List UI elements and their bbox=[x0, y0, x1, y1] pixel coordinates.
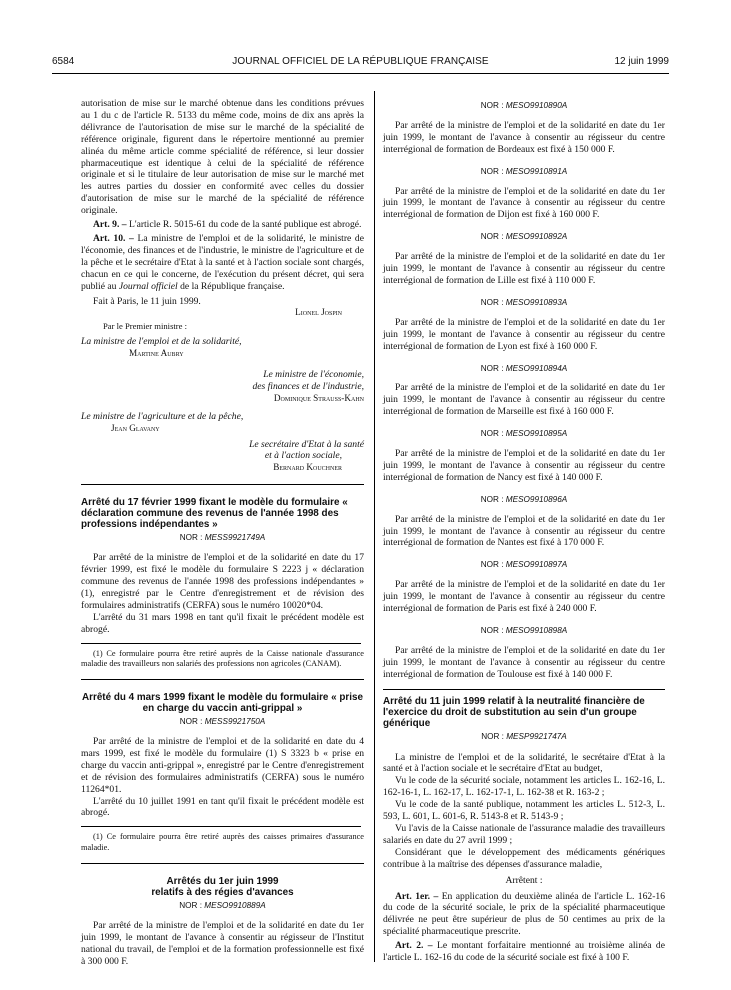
signatory-name: Martine Aubry bbox=[129, 348, 184, 359]
article-text-end: de la République française. bbox=[177, 280, 285, 292]
section-rule bbox=[81, 863, 364, 864]
nor-reference: NOR : MESO9910897A bbox=[480, 560, 568, 570]
nor-reference: NOR : MESO9910894A bbox=[480, 363, 568, 373]
arretent: Arrêtent : bbox=[505, 874, 543, 886]
arrete-paragraph: L'arrêté du 10 juillet 1991 en tant qu'il fixait le précédent modèle est abrogé. bbox=[81, 795, 364, 819]
signatory-title: Le ministre de l'agriculture et de la pêche, bbox=[81, 410, 244, 422]
footnote-rule bbox=[81, 643, 361, 644]
nor-reference: NOR : MESS9921750A bbox=[179, 717, 266, 727]
regie-paragraph: Par arrêté de la ministre de l'emploi et de la solidarité en date du 1er juin 1999, le montant de l'avance à consentir au régisseur du centre interrégional de formation de Nantes est fixé à 170 000 F. bbox=[383, 513, 665, 549]
section-rule bbox=[81, 484, 364, 485]
article-2: Art. 2. – Le montant forfaitaire mentionné au troisième alinéa de l'article L. 162-16 du code de la sécurité sociale est fixé à 100 F. bbox=[383, 940, 665, 964]
arrete-title: Arrêtés du 1er juin 1999 bbox=[166, 875, 279, 887]
nor-reference: NOR : MESO9910891A bbox=[480, 166, 568, 176]
regie-paragraph: Par arrêté de la ministre de l'emploi et de la solidarité en date du 1er juin 1999, le montant de l'avance à consentir au régisseur du centre interrégional de formation de Paris est fixé à 240 000 F. bbox=[383, 579, 665, 615]
journal-reference: Journal officiel bbox=[118, 280, 178, 292]
by-prime-minister: Par le Premier ministre : bbox=[103, 321, 188, 332]
arrete-paragraph: Vu l'avis de la Caisse nationale de l'assurance maladie des travailleurs salariés en date du 27 avril 1999 ; bbox=[383, 822, 665, 846]
page-header bbox=[52, 56, 669, 70]
article-label: Art. 10. – bbox=[93, 232, 134, 244]
arrete-paragraph: Vu le code de la sécurité sociale, notamment les articles L. 162-16, L. 162-16-1, L. 162-17, L. 162-17-1, L. 162-38 et R. 163-2 ; bbox=[383, 775, 665, 799]
nor-reference: NOR : MESO9910889A bbox=[179, 900, 266, 910]
journal-title: JOURNAL OFFICIEL DE LA RÉPUBLIQUE FRANÇAISE bbox=[232, 56, 489, 67]
signature-prime-minister: Lionel Jospin bbox=[295, 307, 342, 318]
nor-reference: NOR : MESP9921747A bbox=[481, 731, 567, 741]
section-rule bbox=[383, 689, 665, 690]
regie-paragraph: Par arrêté de la ministre de l'emploi et de la solidarité en date du 1er juin 1999, le montant de l'avance à consentir au régisseur du centre interrégional de formation de Bordeaux est fixé à 150 000 F. bbox=[383, 119, 665, 155]
regie-paragraph: Par arrêté de la ministre de l'emploi et de la solidarité en date du 1er juin 1999, le montant de l'avance à consentir au régisseur du centre interrégional de formation de Lyon est fixé à 160 000 F. bbox=[383, 316, 665, 352]
footnote: (1) Ce formulaire pourra être retiré auprès des caisses primaires d'assurance maladie. bbox=[81, 832, 364, 852]
nor-reference: NOR : MESO9910898A bbox=[480, 626, 568, 635]
arrete-paragraph: Par arrêté de la ministre de l'emploi et de la solidarité en date du 4 mars 1999, est fixé le modèle du formulaire (1) S 3323 b « prise en charge du vaccin anti-grippal », enregistré par le Centre d'enregistrement et de révision des formulaires administratifs (CERFA) sous le numéro 11264*01. bbox=[81, 736, 364, 795]
nor-reference: NOR : MESS9921749A bbox=[179, 533, 266, 543]
signatory-title: La ministre de l'emploi et de la solidarité, bbox=[81, 336, 242, 348]
arrete-title: Arrêté du 4 mars 1999 fixant le modèle du formulaire « prise en charge du vaccin anti-grippal » bbox=[82, 692, 363, 715]
nor-reference: NOR : MESO9910890A bbox=[480, 101, 568, 110]
signature-date: Fait à Paris, le 11 juin 1999. bbox=[93, 295, 201, 307]
nor-reference: NOR : MESO9910893A bbox=[480, 297, 568, 307]
signatory-name: Bernard Kouchner bbox=[273, 462, 342, 473]
signatory-title: Le ministre de l'économie, bbox=[263, 369, 364, 381]
nor-reference: NOR : MESO9910896A bbox=[480, 494, 568, 504]
signatory-title: et à l'action sociale, bbox=[264, 450, 342, 462]
regie-paragraph: Par arrêté de la ministre de l'emploi et de la solidarité en date du 1er juin 1999, le montant de l'avance à consentir au régisseur du centre interrégional de formation de Lille est fixé à 110 000 F. bbox=[383, 251, 665, 286]
arrete-paragraph: Considérant que le développement des médicaments génériques contribue à la maîtrise des dépenses d'assurance maladie, bbox=[383, 846, 665, 870]
arrete-paragraph: Par arrêté de la ministre de l'emploi et de la solidarité en date du 17 février 1999, est fixé le modèle du formulaire S 2223 j « déclaration commune des revenus de l'année 1998 des professions indépendantes » (1), enregistré par le Centre d'enregistrement et de révision des formulaires administratifs (CERFA) sous le numéro 10020*04. bbox=[81, 552, 364, 611]
signatory-title: des finances et de l'industrie, bbox=[252, 380, 364, 392]
arrete-paragraph: L'arrêté du 31 mars 1998 en tant qu'il fixait le précédent modèle est abrogé. bbox=[81, 611, 364, 635]
page-number: 6584 bbox=[52, 56, 75, 67]
arrete-paragraph: Vu le code de la santé publique, notamment les articles L. 512-3, L. 593, L. 601, L. 601-6, R. 5143-8 et R. 5143-9 ; bbox=[383, 799, 665, 823]
column-divider bbox=[374, 91, 375, 962]
section-rule bbox=[81, 679, 364, 680]
arrete-title: Arrêté du 17 février 1999 fixant le modèle du formulaire « déclaration commune des revenus de l'année 1998 des professions indépendantes » bbox=[81, 497, 348, 531]
left-column bbox=[81, 98, 364, 968]
regie-paragraph: Par arrêté de la ministre de l'emploi et de la solidarité en date du 1er juin 1999, le montant de l'avance à consentir au régisseur du centre interrégional de formation de Toulouse est fixé à 140 000 F. bbox=[383, 644, 665, 680]
nor-reference: NOR : MESO9910892A bbox=[480, 232, 568, 242]
article-text: L'article R. 5015-61 du code de la santé publique est abrogé. bbox=[126, 219, 362, 231]
regie-paragraph: Par arrêté de la ministre de l'emploi et de la solidarité en date du 1er juin 1999, le montant de l'avance à consentir au régisseur du centre interrégional de formation de Dijon est fixé à 160 000 F. bbox=[383, 185, 665, 221]
arrete-paragraph: La ministre de l'emploi et de la solidarité, le secrétaire d'Etat à la santé et à l'action sociale et le secrétaire d'Etat au budget, bbox=[383, 751, 665, 775]
regies-list bbox=[383, 100, 665, 681]
regie-paragraph: Par arrêté de la ministre de l'emploi et de la solidarité en date du 1er juin 1999, le montant de l'avance à consentir au régisseur du centre interrégional de formation de Marseille est fixé à 160 000 F. bbox=[383, 382, 665, 418]
footnote-rule bbox=[81, 826, 361, 827]
issue-date: 12 juin 1999 bbox=[614, 56, 669, 67]
article-10 bbox=[81, 233, 364, 293]
right-column bbox=[383, 100, 665, 964]
article-9 bbox=[81, 219, 364, 231]
signatory-title: Le secrétaire d'Etat à la santé bbox=[249, 438, 364, 450]
arrete-paragraph: Par arrêté de la ministre de l'emploi et de la solidarité en date du 1er juin 1999, le montant de l'avance à consentir au régisseur de l'Institut national du travail, de l'emploi et de la formation professionnelle est fixé à 300 000 F. bbox=[81, 919, 364, 967]
signatory-name: Jean Glavany bbox=[111, 422, 160, 433]
article-1: Art. 1er. – En application du deuxième alinéa de l'article L. 162-16 du code de la sécurité sociale, le prix de la spécialité pharmaceutique délivrée ne peut être supérieur de plus de 50 centimes au prix de la spécialité pharmaceutique prescrite. bbox=[383, 890, 665, 938]
article-label: Art. 9. – bbox=[93, 219, 127, 231]
footnote: (1) Ce formulaire pourra être retiré auprès de la Caisse nationale d'assurance maladie des travailleurs non salariés des professions non agricoles (CANAM). bbox=[81, 648, 364, 668]
decree-continuation: autorisation de mise sur le marché obtenue dans les conditions prévues au 1 du c de l'article R. 5133 du même code, moins de dix ans après la délivrance de l'autorisation de mise sur le marché de la spécialité de référence originale, figurent dans le répertoire mentionné au premier alinéa du même article comme spécialité de référence, si leur dossier pharmaceutique est identique à celui de la spécialité de référence originale et si le titulaire de leur autorisation de mise sur le marché met les autres parties du dossier en conformité avec celles du dossier d'autorisation de mise sur le marché de la spécialité de référence originale. bbox=[81, 98, 364, 217]
signatory-name: Dominique Strauss-Kahn bbox=[273, 392, 364, 403]
arrete-title: relatifs à des régies d'avances bbox=[151, 886, 294, 898]
header-rule bbox=[52, 73, 669, 74]
arrete-title: Arrêté du 11 juin 1999 relatif à la neutralité financière de l'exercice du droit de substitution au sein d'un groupe générique bbox=[383, 695, 645, 729]
nor-reference: NOR : MESO9910895A bbox=[480, 429, 568, 439]
regie-paragraph: Par arrêté de la ministre de l'emploi et de la solidarité en date du 1er juin 1999, le montant de l'avance à consentir au régisseur du centre interrégional de formation de Nancy est fixé à 140 000 F. bbox=[383, 448, 665, 483]
article-text: La ministre de l'emploi et de la solidarité, le ministre de l'économie, des finances et de l'industrie, le ministre de l'agriculture et de la pêche et le secrétaire d'Etat à la santé et à l'action sociale sont chargés, chacun en ce qui le concerne, de l'exécution du présent décret, qui sera publié au bbox=[81, 232, 364, 292]
